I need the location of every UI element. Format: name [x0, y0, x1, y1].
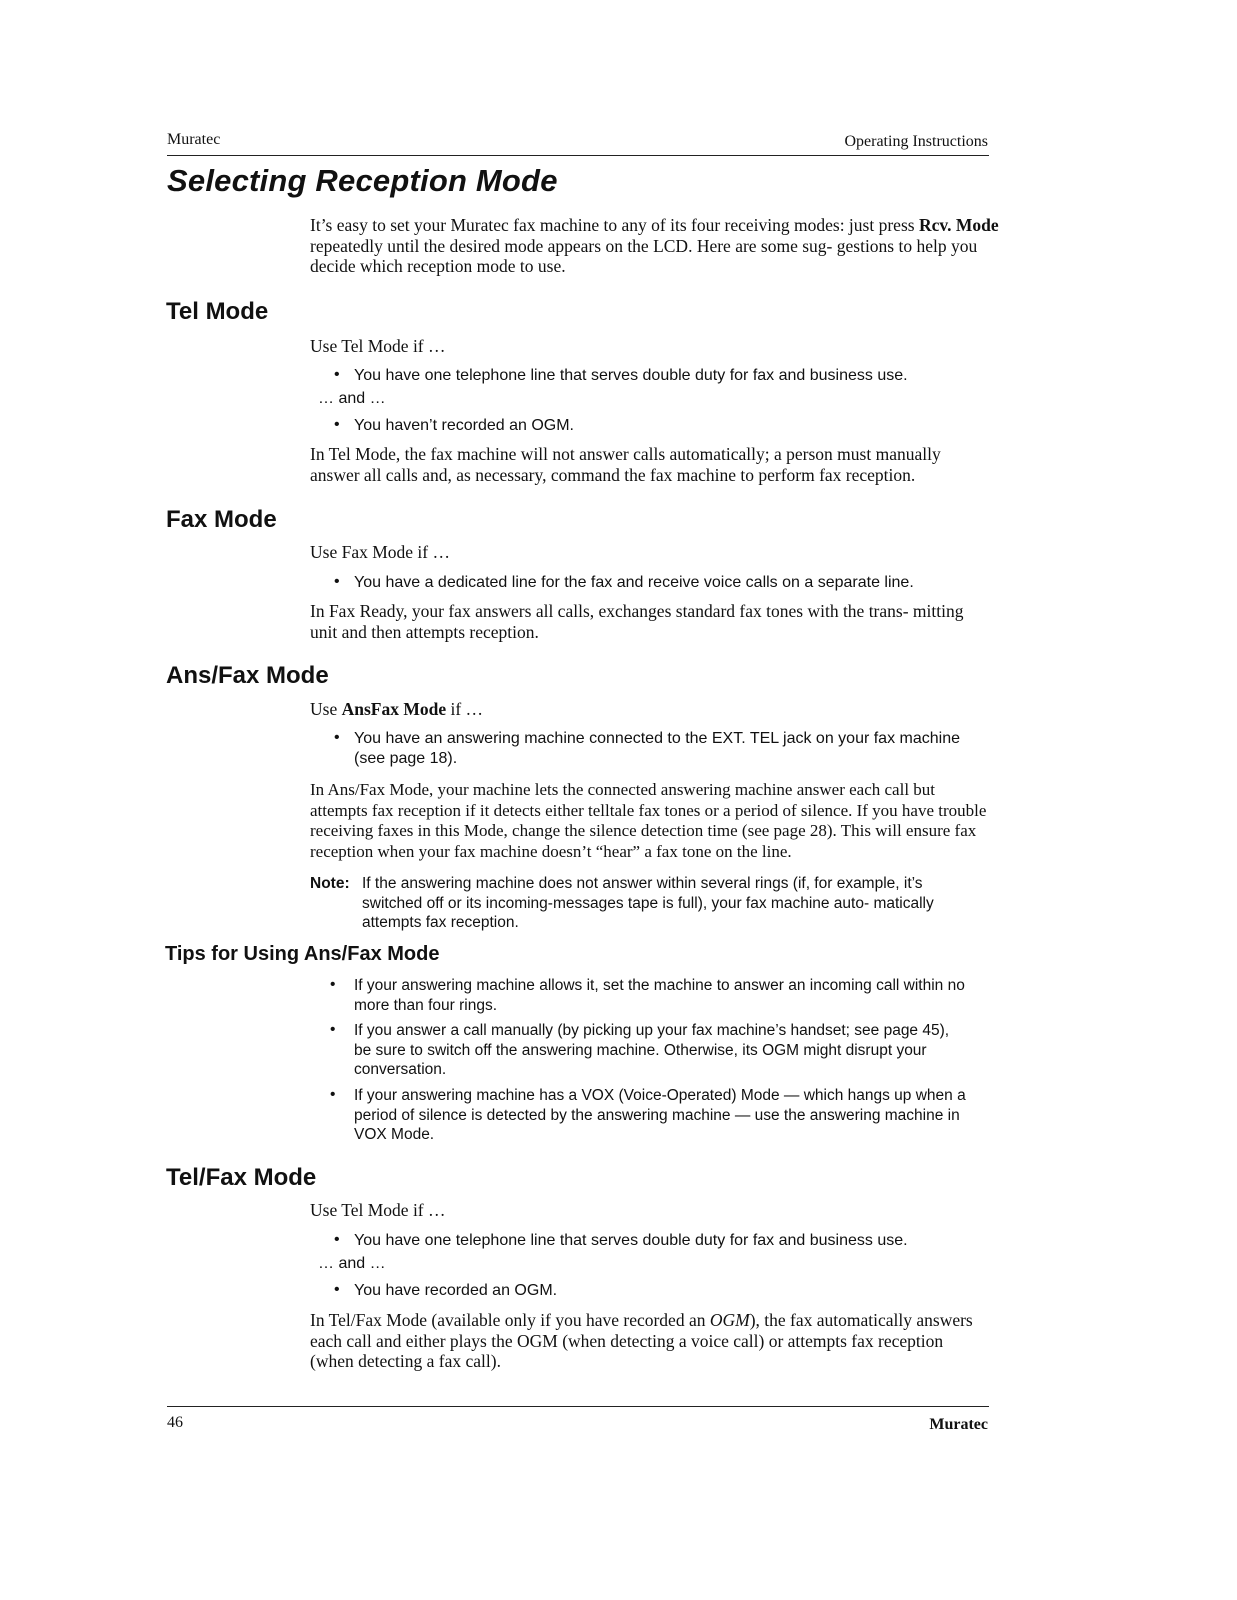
ansfax-mode-use-line: Use AnsFax Mode if … [310, 699, 484, 719]
tips-heading: Tips for Using Ans/Fax Mode [165, 943, 440, 965]
header-brand: Muratec [167, 131, 221, 148]
header-rule [167, 155, 989, 156]
tel-mode-use-line: Use Tel Mode if … [310, 336, 446, 356]
tel-mode-heading: Tel Mode [166, 298, 269, 325]
fax-mode-use-line: Use Fax Mode if … [310, 542, 450, 562]
fax-mode-heading: Fax Mode [166, 506, 277, 533]
telfax-mode-use-line: Use Tel Mode if … [310, 1200, 446, 1220]
telfax-mode-heading: Tel/Fax Mode [166, 1164, 317, 1191]
telfax-mode-and: … and … [318, 1255, 386, 1272]
tel-mode-and: … and … [318, 390, 386, 407]
tel-mode-body: In Tel Mode, the fax machine will not answer calls automatically; a person must manually answer all calls and, as necessary, command the fax machine to perform fax reception. [310, 444, 941, 485]
header-doc-title: Operating Instructions [844, 133, 988, 150]
telfax-mode-body: In Tel/Fax Mode (available only if you have recorded an OGM), the fax automatically answers each call and either plays the OGM (when detecting a voice call) or attempts fax reception (when detecting a fax call). [310, 1310, 973, 1371]
footer-rule [167, 1406, 989, 1407]
intro-paragraph: It’s easy to set your Muratec fax machine to any of its four receiving modes: just press Rcv. Mode repeatedly until the desired mode appears on the LCD. Here are some sug- gestions to help you decide which reception mode to use. [310, 215, 999, 276]
footer-brand: Muratec [929, 1416, 988, 1433]
page-title: Selecting Reception Mode [167, 163, 558, 198]
page-number: 46 [167, 1414, 183, 1431]
ansfax-mode-heading: Ans/Fax Mode [166, 662, 329, 689]
ansfax-mode-body: In Ans/Fax Mode, your machine lets the connected answering machine answer each call but attempts fax reception if it detects either telltale fax tones or a period of silence. If you have trouble receiving faxes in this Mode, change the silence detection time (see page 28). This will ensure fax reception when your fax machine doesn’t “hear” a fax tone on the line. [310, 780, 987, 861]
fax-mode-body: In Fax Ready, your fax answers all calls, exchanges standard fax tones with the trans- mitting unit and then attempts reception. [310, 601, 964, 642]
